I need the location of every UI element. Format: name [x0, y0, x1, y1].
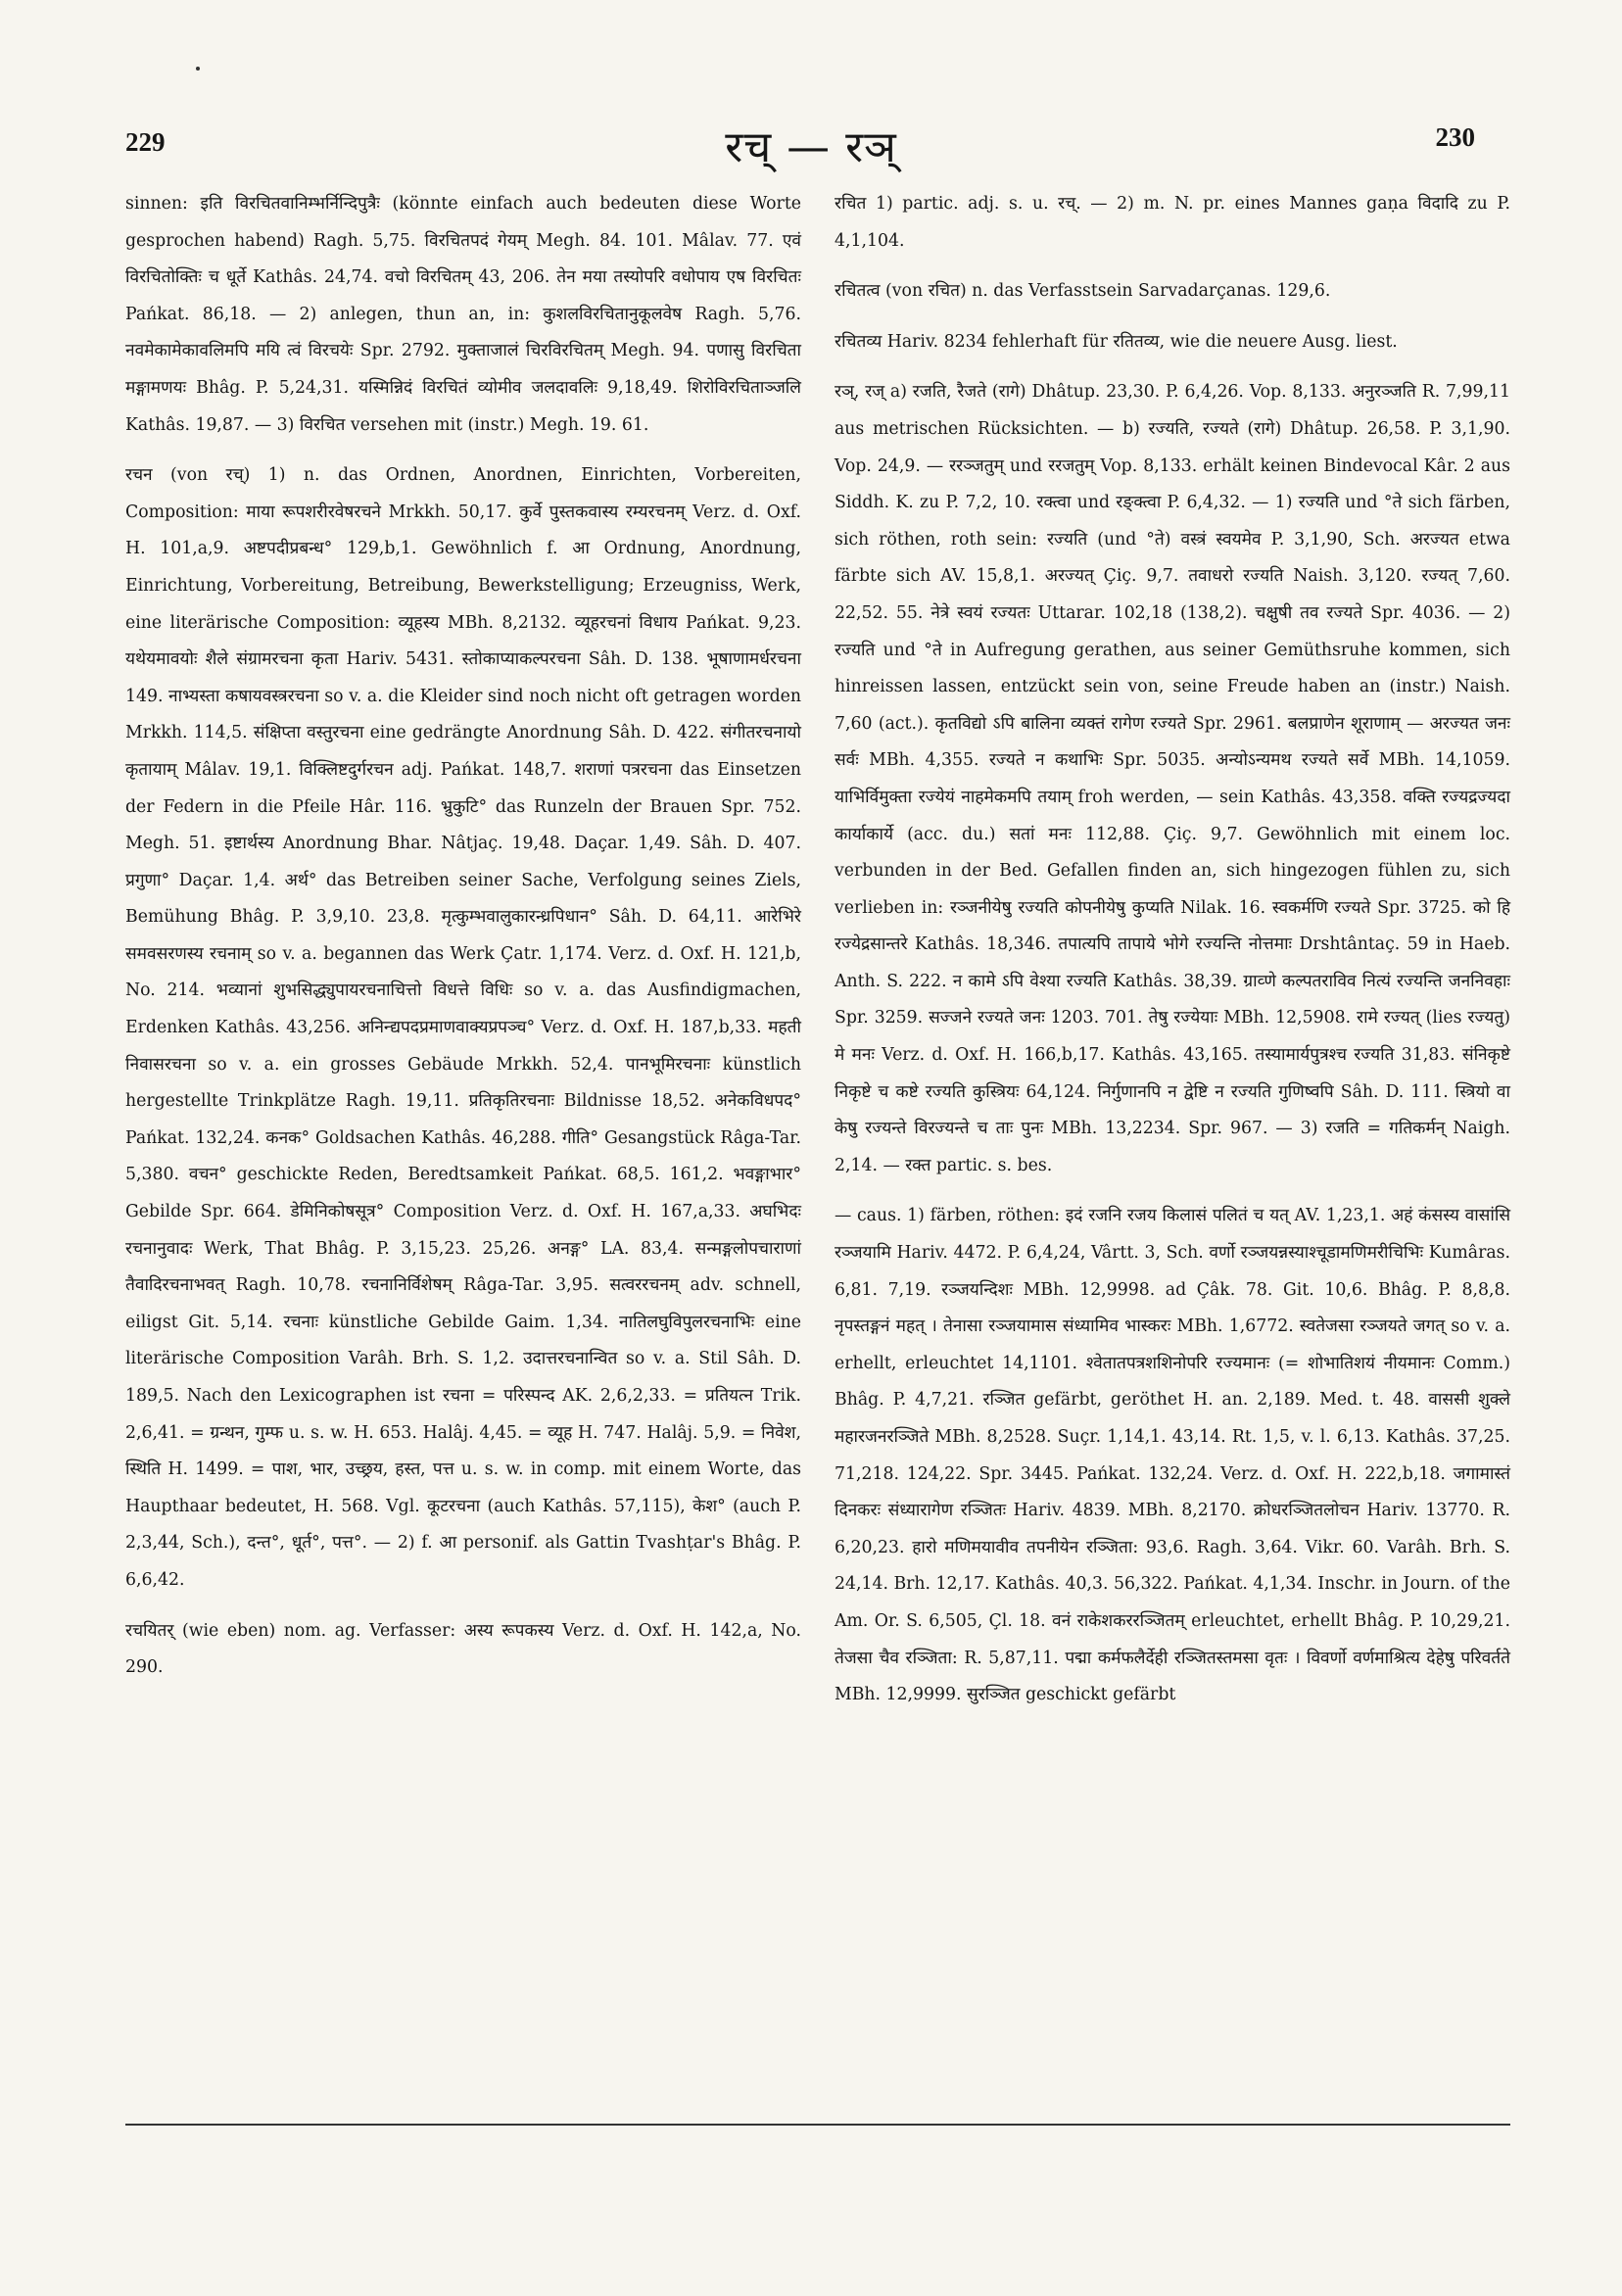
page-number-left: 229 — [125, 127, 166, 157]
left-column — [125, 186, 801, 1687]
page-number-right: 230 — [1435, 122, 1475, 152]
entry-ranj-causative: — caus. 1) färben, röthen: इदं रजनि रजय किलासं पलितं च यत् AV. 1,23,1. अहं कंसस्य वासांसि रञ्जयामि Hariv. 4472. P. 6,4,24, Vârtt. 3, Sch. वर्णो रञ्जयन्नस्याश्चूडामणिमरीचिभिः Kumâras. 6,81. 7,19. रञ्जयन्दिशः MBh. 12,9998. ad Çâk. 78. Git. 10,6. Bhâg. P. 8,8,8. नृपस्तङ्गनं महत् । तेनासा रञ्जयामास संध्यामिव भास्करः MBh. 1,6772. स्वतेजसा रञ्जयते जगत् so v. a. erhellt, erleuchtet 14,1101. श्वेतातपत्रशशिनोपरि रज्यमानः (= शोभातिशयं नीयमानः Comm.) Bhâg. P. 4,7,21. रञ्जित gefärbt, geröthet H. an. 2,189. Med. t. 48. वाससी शुक्ले महारजनरञ्जिते MBh. 8,2528. Suçr. 1,14,1. 43,14. Rt. 1,5, v. l. 6,13. Kathâs. 37,25. 71,218. 124,22. Spr. 3445. Pańkat. 132,24. Verz. d. Oxf. H. 222,b,18. जगामास्तं दिनकरः संध्यारागेण रञ्जितः Hariv. 4839. MBh. 8,2170. क्रोधरञ्जितलोचन Hariv. 13770. R. 6,20,23. हारो मणिमयावीव तपनीयेन रञ्जिता: 93,6. Ragh. 3,64. Vikr. 60. Varâh. Brh. S. 24,14. Brh. 12,17. Kathâs. 40,3. 56,322. Pańkat. 4,1,34. Inschr. in Journ. of the Am. Or. S. 6,505, Çl. 18. वनं राकेशकररञ्जितम् erleuchtet, erhellt Bhâg. P. 10,29,21. तेजसा चैव रञ्जिता: R. 5,87,11. पद्मा कर्मफलैर्देही रञ्जितस्तमसा वृतः । विवर्णो वर्णमाश्रित्य देहेषु परिवर्तते MBh. 12,9999. सुरञ्जित geschickt gefärbt — [835, 1206, 1510, 1705]
running-head: रच् — रञ् — [725, 122, 897, 172]
entry-virachita: sinnen: इति विरचितवानिम्भर्निन्दिपुत्रैः (könnte einfach auch bedeuten diese Worte gesprochen habend) Ragh. 5,75. विरचितपदं गेयम् Megh. 84. 101. Mâlav. 77. एवं विरचितोक्तिः च धूर्ते Kathâs. 24,74. वचो विरचितम् 43, 206. तेन मया तस्योपरि वधोपाय एष विरचितः Pańkat. 86,18. — 2) anlegen, thun an, in: कुशलविरचितानुकूलवेष Ragh. 5,76. नवमेकामेकावलिमपि मयि त्वं विरचयेः Spr. 2792. मुक्ताजालं चिरविरचितम् Megh. 94. पणासु विरचिता मङ्गामणयः Bhâg. P. 5,24,31. यस्मिन्निदं विरचितं व्योमीव जलदावलिः 9,18,49. शिरोविरचिताञ्जलि Kathâs. 19,87. — 3) विरचित versehen mit (instr.) Megh. 19. 61. — [125, 194, 801, 435]
bottom-rule — [125, 2124, 1510, 2126]
entry-rachita: रचित 1) partic. adj. s. u. रच्. — 2) m. N. pr. eines Mannes gaṇa विदादि zu P. 4,1,104. — [835, 194, 1510, 251]
entry-rachana: रचन (von रच्) 1) n. das Ordnen, Anordnen, Einrichten, Vorbereiten, Composition: माया रूपशरीरवेषरचने Mrkkh. 50,17. कुर्वे पुस्तकवास्य रम्यरचनम् Verz. d. Oxf. H. 101,a,9. अष्टपदीप्रबन्ध° 129,b,1. Gewöhnlich f. आ Ordnung, Anordnung, Einrichtung, Vorbereitung, Betreibung, Bewerkstelligung; Erzeugniss, Werk, eine literärische Composition: व्यूहस्य MBh. 8,2132. व्यूहरचनां विधाय Pańkat. 9,23. यथेयमावयोः शैले संग्रामरचना कृता Hariv. 5431. स्तोकाप्याकल्परचना Sâh. D. 138. भूषाणामर्धरचना 149. नाभ्यस्ता कषायवस्त्ररचना so v. a. die Kleider sind noch nicht oft getragen worden Mrkkh. 114,5. संक्षिप्ता वस्तुरचना eine gedrängte Anordnung Sâh. D. 422. संगीतरचनायो कृतायाम् Mâlav. 19,1. विक्लिष्टदुर्गरचन adj. Pańkat. 148,7. शराणां पत्ररचना das Einsetzen der Federn in die Pfeile Hâr. 116. भ्रुकुटि° das Runzeln der Brauen Spr. 752. Megh. 51. इष्टार्थस्य Anordnung Bhar. Nâtjaç. 19,48. Daçar. 1,49. Sâh. D. 407. प्रगुणा° Daçar. 1,4. अर्थ° das Betreiben seiner Sache, Verfolgung seines Ziels, Bemühung Bhâg. P. 3,9,10. 23,8. मृत्कुम्भवालुकारन्ध्रपिधान° Sâh. D. 64,11. आरेभिरे समवसरणस्य रचनाम् so v. a. begannen das Werk Çatr. 1,174. Verz. d. Oxf. H. 121,b, No. 214. भव्यानां शुभसिद्ध्युपायरचनाचित्तो विधत्ते विधिः so v. a. das Ausfindigmachen, Erdenken Kathâs. 43,256. अनिन्द्यपदप्रमाणवाक्यप्रपञ्च° Verz. d. Oxf. H. 187,b,33. महती निवासरचना so v. a. ein grosses Gebäude Mrkkh. 52,4. पानभूमिरचनाः künstlich hergestellte Trinkplätze Ragh. 19,11. प्रतिकृतिरचनाः Bildnisse 18,52. अनेकविधपद° Pańkat. 132,24. कनक° Goldsachen Kathâs. 46,288. गीति° Gesangstück Râga-Tar. 5,380. वचन° geschickte Reden, Beredtsamkeit Pańkat. 68,5. 161,2. भवङ्गाभार° Gebilde Spr. 664. डेमिनिकोषसूत्र° Composition Verz. d. Oxf. H. 167,a,33. अघभिदः रचनानुवादः Werk, That Bhâg. P. 3,15,23. 25,26. अनङ्ग° LA. 83,4. सन्मङ्गलोपचाराणां तैवादिरचनाभवत् Ragh. 10,78. रचनानिर्विशेषम् Râga-Tar. 3,95. सत्वररचनम् adv. schnell, eiligst Git. 5,14. रचनाः künstliche Gebilde Gaim. 1,34. नातिलघुविपुलरचनाभिः eine literärische Composition Varâh. Brh. S. 1,2. उदात्तरचनान्वित so v. a. Stil Sâh. D. 189,5. Nach den Lexicographen ist रचना = परिस्पन्द AK. 2,6,2,33. = प्रतियत्न Trik. 2,6,41. = ग्रन्थन, गुम्फ u. s. w. H. 653. Halâj. 4,45. = व्यूह H. 747. Halâj. 5,9. = निवेश, स्थिति H. 1499. = पाश, भार, उच्छ्रय, हस्त, पत्त u. s. w. in comp. mit einem Worte, das Haupthaar bedeutet, H. 568. Vgl. कूटरचना (auch Kathâs. 57,115), केश° (auch P. 2,3,44, Sch.), दन्त°, धूर्त°, पत्त°. — 2) f. आ personif. als Gattin Tvashṭar's Bhâg. P. 6,6,42. — [125, 465, 801, 1590]
page-header — [0, 0, 1622, 186]
entry-rachitatva: रचितत्व (von रचित) n. das Verfasstsein Sarvadarçanas. 129,6. — [835, 281, 1331, 302]
right-column — [835, 186, 1510, 1714]
entry-ranj: रञ्, रज् a) रजति, रैजते (रागे) Dhâtup. 23,30. P. 6,4,26. Vop. 8,133. अनुरञ्जति R. 7,99,11 aus metrischen Rücksichten. — b) रज्यति, रज्यते (रागे) Dhâtup. 26,58. P. 3,1,90. Vop. 24,9. — ररञ्जतुम् und ररजतुम् Vop. 8,133. erhält keinen Bindevocal Kâr. 2 aus Siddh. K. zu P. 7,2, 10. रक्त्वा und रङ्क्त्वा P. 6,4,32. — 1) रज्यति und °ते sich färben, sich röthen, roth sein: रज्यति (und °ते) वस्त्रं स्वयमेव P. 3,1,90, Sch. अरज्यत etwa färbte sich AV. 15,8,1. अरज्यत् Çiç. 9,7. तवाधरो रज्यति Naish. 3,120. रज्यत् 7,60. 22,52. 55. नेत्रे स्वयं रज्यतः Uttarar. 102,18 (138,2). चक्षुषी तव रज्यते Spr. 4036. — 2) रज्यति und °ते in Aufregung gerathen, aus seiner Gemüthsruhe kommen, sich hinreissen lassen, entzückt sein von, seine Freude haben an (instr.) Naish. 7,60 (act.). कृतविद्यो ऽपि बालिना व्यक्तं रागेण रज्यते Spr. 2961. बलप्राणेन शूराणाम् — अरज्यत जनः सर्वः MBh. 4,355. रज्यते न कथाभिः Spr. 5035. अन्योऽन्यमथ रज्यते सर्वे MBh. 14,1059. याभिर्विमुक्ता रज्येयं नाहमेकमपि तयाम् froh werden, — sein Kathâs. 43,358. वक्ति रज्यद्रज्यदा कार्याकार्ये (acc. du.) सतां मनः 112,88. Çiç. 9,7. Gewöhnlich mit einem loc. verbunden in der Bed. Gefallen finden an, sich hingezogen fühlen zu, sich verlieben in: रञ्जनीयेषु रज्यति कोपनीयेषु कुप्यति Nilak. 16. स्वकर्मणि रज्यते Spr. 3725. को हि रज्येद्रसान्तरे Kathâs. 18,346. तपात्यपि तापाये भोगे रज्यन्ति नोत्तमाः Drshtântaç. 59 in Haeb. Anth. S. 222. न कामे ऽपि वेश्या रज्यति Kathâs. 38,39. ग्राव्णे कल्पतराविव नित्यं रज्यन्ति जननिवहाः Spr. 3259. सज्जने रज्यते जनः 1203. 701. तेषु रज्येयाः MBh. 12,5908. रामे रज्यत् (lies रज्यतु) मे मनः Verz. d. Oxf. H. 166,b,17. Kathâs. 43,165. तस्यामार्यपुत्रश्च रज्यति 31,83. संनिकृष्टे निकृष्टे च कष्टे रज्यति कुस्त्रियः 64,124. निर्गुणानपि न द्वेष्टि न रज्यति गुणिष्वपि Sâh. D. 111. स्त्रियो वा केषु रज्यन्ते विरज्यन्ते च ताः पुनः MBh. 13,2234. Spr. 967. — 3) रजति = गतिकर्मन् Naigh. 2,14. — रक्त partic. s. bes. — [835, 382, 1510, 1175]
entry-rachayitar: रचयितर् (wie eben) nom. ag. Verfasser: अस्य रूपकस्य Verz. d. Oxf. H. 142,a, No. 290. — [125, 1620, 801, 1678]
scan-speck — [196, 67, 200, 71]
entry-rachitavya: रचितव्य Hariv. 8234 fehlerhaft für रतितव्य, wie die neuere Ausg. liest. — [835, 331, 1398, 352]
